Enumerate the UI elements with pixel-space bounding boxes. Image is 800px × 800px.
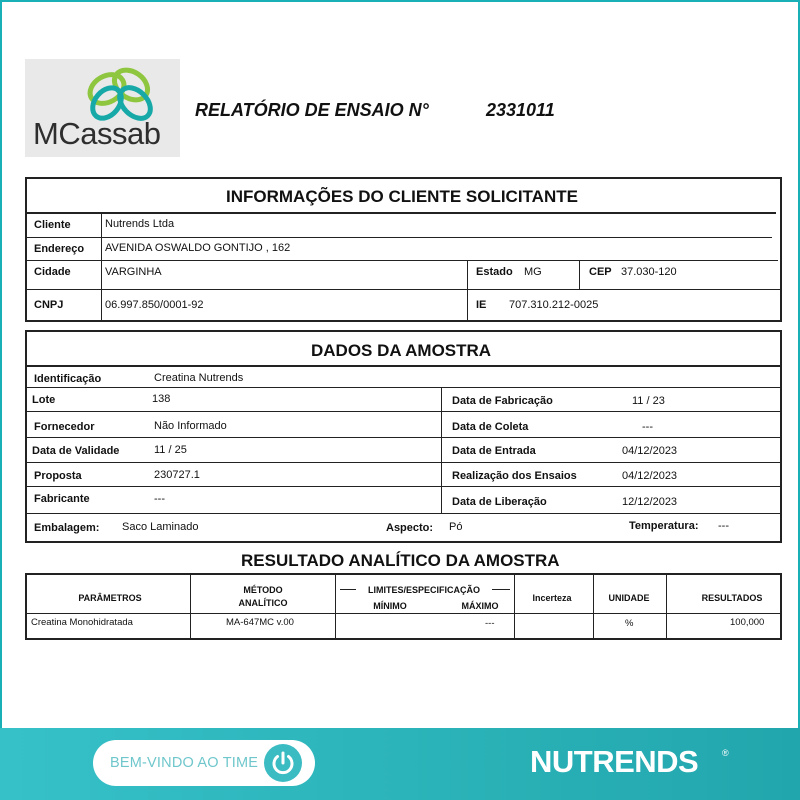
fabricante-label: Fabricante	[34, 493, 90, 505]
limites-left-line	[340, 589, 356, 590]
fornecedor-label: Fornecedor	[34, 421, 95, 433]
header-resultados: RESULTADOS	[701, 593, 763, 603]
liberacao-label: Data de Liberação	[452, 496, 547, 508]
header-limites: LIMITES/ESPECIFICAÇÃO	[367, 585, 480, 595]
fabricacao-label: Data de Fabricação	[452, 395, 553, 407]
header-minimo: MÍNIMO	[373, 601, 407, 611]
power-icon	[263, 743, 303, 783]
header-metodo-analitico: ANALÍTICO	[238, 598, 288, 608]
validade-value: 11 / 25	[154, 444, 187, 456]
client-cep-divider	[579, 261, 580, 289]
welcome-button[interactable]	[93, 740, 315, 786]
results-col-divider	[190, 575, 191, 638]
frame-left-border	[0, 0, 2, 728]
header-maximo: MÁXIMO	[461, 601, 499, 611]
cnpj-label: CNPJ	[34, 299, 64, 311]
sample-row-divider	[27, 462, 780, 463]
identificacao-value: Creatina Nutrends	[154, 372, 244, 384]
sample-row-divider	[27, 486, 780, 487]
results-col-divider	[666, 575, 667, 638]
proposta-value: 230727.1	[154, 469, 200, 481]
entrada-value: 04/12/2023	[622, 445, 678, 457]
client-title-divider	[25, 212, 776, 214]
cnpj-value: 06.997.850/0001-92	[105, 299, 204, 311]
estado-label: Estado	[476, 266, 513, 278]
cliente-label: Cliente	[34, 219, 71, 231]
client-section-title: INFORMAÇÕES DO CLIENTE SOLICITANTE	[226, 187, 578, 206]
entrada-label: Data de Entrada	[452, 445, 536, 457]
client-row-divider	[27, 237, 772, 238]
endereco-label: Endereço	[34, 243, 85, 255]
identificacao-label: Identificação	[34, 373, 102, 385]
header-metodo: MÉTODO	[243, 585, 283, 595]
endereco-value: AVENIDA OSWALDO GONTIJO , 162	[105, 242, 291, 254]
fabricacao-value: 11 / 23	[632, 395, 665, 407]
estado-value: MG	[524, 266, 542, 278]
cep-label: CEP	[589, 266, 612, 278]
sample-row-divider	[27, 437, 780, 438]
row-resultado: 100,000	[730, 617, 765, 628]
cidade-label: Cidade	[34, 266, 71, 278]
mcassab-logo	[25, 59, 180, 157]
aspecto-label: Aspecto:	[386, 522, 434, 534]
frame-top-border	[0, 0, 800, 2]
ie-value: 707.310.212-0025	[509, 299, 599, 311]
row-parametro: Creatina Monohidratada	[31, 617, 133, 628]
header-unidade: UNIDADE	[608, 593, 650, 603]
validade-label: Data de Validade	[32, 445, 120, 457]
registered-mark: ®	[722, 748, 729, 758]
fabricante-value: ---	[154, 493, 165, 505]
temperatura-value: ---	[718, 520, 729, 532]
logo-text: MCassab	[33, 116, 161, 151]
results-col-divider	[593, 575, 594, 638]
client-row-divider	[27, 260, 778, 261]
report-number: 2331011	[486, 100, 555, 120]
client-row-divider	[27, 289, 780, 290]
aspecto-value: Pó	[449, 521, 463, 533]
lote-value: 138	[152, 393, 171, 405]
results-col-divider	[335, 575, 336, 638]
ensaios-label: Realização dos Ensaios	[452, 470, 577, 482]
sample-row-divider	[27, 411, 780, 412]
coleta-label: Data de Coleta	[452, 421, 529, 433]
sample-row-divider	[27, 513, 780, 514]
footer-banner	[0, 728, 800, 800]
nutrends-logo: NUTRENDS	[530, 744, 699, 779]
row-unidade: %	[625, 618, 634, 629]
row-maximo: ---	[485, 618, 495, 629]
temperatura-label: Temperatura:	[629, 520, 699, 532]
sample-column-divider	[441, 388, 442, 513]
embalagem-value: Saco Laminado	[122, 521, 199, 533]
header-parametros: PARÂMETROS	[78, 593, 142, 603]
cep-value: 37.030-120	[621, 266, 677, 278]
ie-label: IE	[476, 299, 487, 311]
ensaios-value: 04/12/2023	[622, 470, 678, 482]
fornecedor-value: Não Informado	[154, 420, 227, 432]
header-incerteza: Incerteza	[532, 593, 572, 603]
proposta-label: Proposta	[34, 470, 82, 482]
limites-right-line	[492, 589, 510, 590]
sample-row-divider	[27, 387, 780, 388]
results-col-divider	[514, 575, 515, 638]
cidade-value: VARGINHA	[105, 266, 162, 278]
client-label-column-divider	[101, 214, 102, 320]
cliente-value: Nutrends Ltda	[105, 218, 175, 230]
results-header-divider	[27, 613, 780, 614]
lote-label: Lote	[32, 394, 56, 406]
liberacao-value: 12/12/2023	[622, 496, 678, 508]
sample-title-divider	[25, 365, 782, 367]
report-title: RELATÓRIO DE ENSAIO N°	[195, 100, 429, 120]
results-section-title: RESULTADO ANALÍTICO DA AMOSTRA	[241, 551, 560, 570]
coleta-value: ---	[642, 421, 653, 433]
sample-section-title: DADOS DA AMOSTRA	[311, 341, 492, 360]
client-estado-divider	[467, 261, 468, 320]
row-metodo: MA-647MC v.00	[226, 617, 294, 628]
embalagem-label: Embalagem:	[34, 522, 100, 534]
welcome-text: BEM-VINDO AO TIME	[110, 755, 259, 771]
